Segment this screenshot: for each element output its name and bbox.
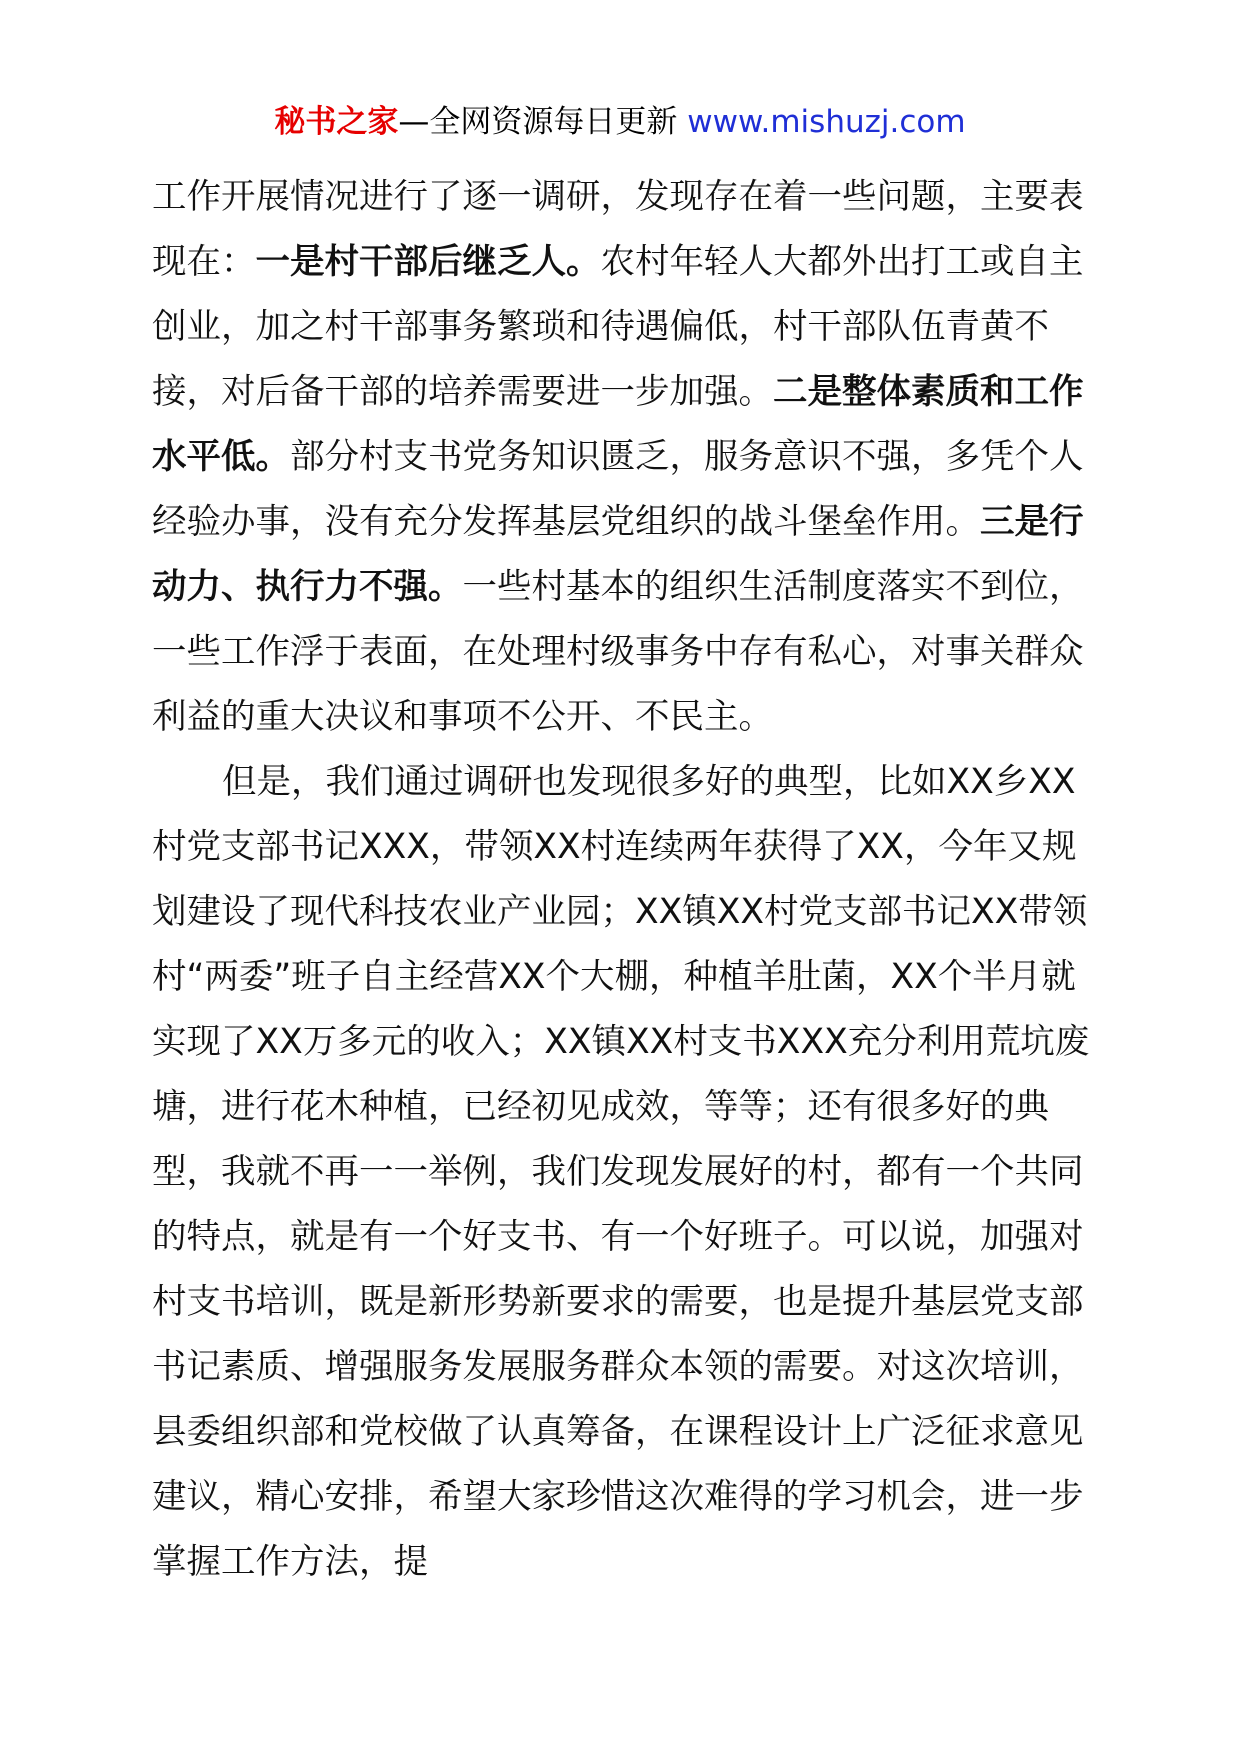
paragraph-examples: 但是，我们通过调研也发现很多好的典型，比如XX乡XX村党支部书记XXX，带领XX村连续两年获得了XX，今年又规划建设了现代科技农业产业园；XX镇XX村党支部书记XX带领村“两委”班子自主经营XX个大棚，种植羊肚菌，XX个半月就实现了XX万多元的收入；XX镇XX村支书XXX充分利用荒坑废塘，进行花木种植，已经初见成效，等等；还有很多好的典型，我就不再一一举例，我们发现发展好的村，都有一个共同的特点，就是有一个好支书、有一个好班子。可以说，加强对村支书培训，既是新形势新要求的需要，也是提升基层党支部书记素质、增强服务发展服务群众本领的需要。对这次培训，县委组织部和党校做了认真筹备，在课程设计上广泛征求意见建议，精心安排，希望大家珍惜这次难得的学习机会，进一步掌握工作方法，提 (152, 762, 1090, 1582)
paragraph-problems (152, 165, 1092, 750)
bold-point-one: 一是村干部后继乏人。 (255, 242, 601, 282)
brand-name: 秘书之家 (274, 104, 399, 140)
text-segment: 工作开展情况进行了逐一调研，发现存在着一些问题，主要表现在： (152, 177, 1084, 282)
page-header (0, 100, 1240, 144)
bold-point-two: 二是整体素质和工作水平低。 (152, 372, 1084, 477)
document-body (152, 165, 1092, 1595)
text-segment: 一些村基本的组织生活制度落实不到位，一些工作浮于表面，在处理村级事务中存有私心，对事关群众利益的重大决议和事项不公开、不民主。 (152, 567, 1084, 737)
site-url-link[interactable]: www.mishuzj.com (687, 104, 966, 140)
text-segment: 部分村支书党务知识匮乏，服务意识不强，多凭个人经验办事，没有充分发挥基层党组织的战斗堡垒作用。 (152, 437, 1084, 542)
header-tagline: —全网资源每日更新 (398, 104, 688, 140)
text-segment: 农村年轻人大都外出打工或自主创业，加之村干部事务繁琐和待遇偏低，村干部队伍青黄不接，对后备干部的培养需要进一步加强。 (152, 242, 1084, 412)
bold-point-three: 三是行动力、执行力不强。 (152, 502, 1084, 607)
